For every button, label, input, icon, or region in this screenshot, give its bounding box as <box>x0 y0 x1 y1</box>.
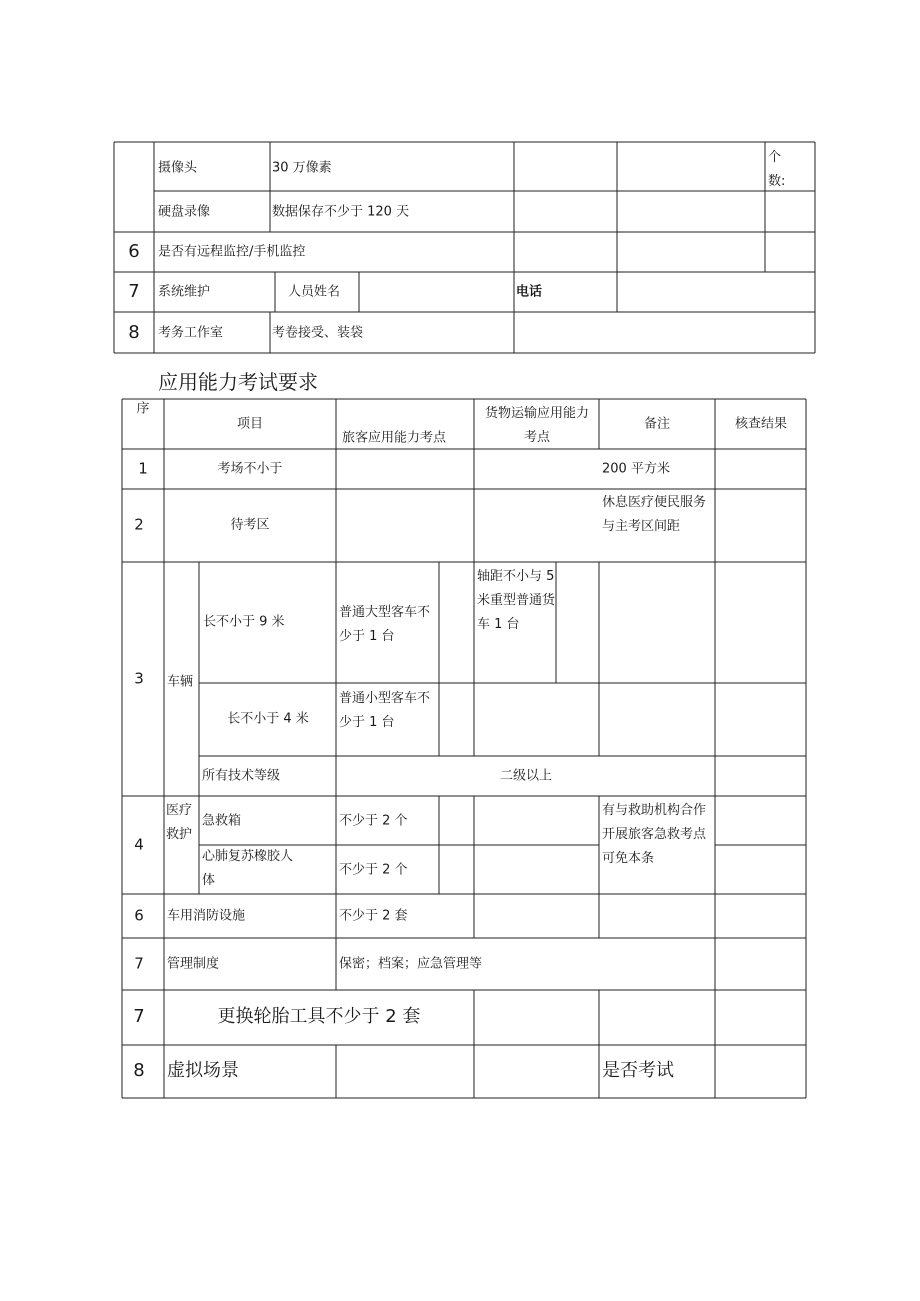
row-number: 6 <box>128 241 140 262</box>
row-number: 8 <box>133 1060 145 1081</box>
medical-note: 有与救助机构合作开展旅客急救考点可免本条 <box>602 803 707 866</box>
maintenance-label: 系统维护 <box>158 284 211 300</box>
waiting-area-label: 待考区 <box>230 517 270 533</box>
management-rules-value: 保密；档案；应急管理等 <box>339 956 483 972</box>
header-passenger: 旅客应用能力考点 <box>341 430 447 446</box>
first-aid-kit-label: 急救箱 <box>202 813 242 829</box>
row-number: 3 <box>134 669 144 688</box>
row-number: 1 <box>138 459 148 478</box>
virtual-scene-label: 虚拟场景 <box>167 1060 239 1081</box>
row-number: 8 <box>128 322 140 343</box>
vehicle-group-label: 车辆 <box>166 674 194 690</box>
camera-value: 30 万像素 <box>272 160 332 176</box>
length-9m-label: 长不小于 9 米 <box>203 614 285 630</box>
first-aid-kit-value: 不少于 2 个 <box>339 813 408 829</box>
staff-name-label: 人员姓名 <box>288 284 341 300</box>
large-bus-requirement: 普通大型客车不少于 1 台 <box>339 605 431 644</box>
count-label: 个 数: <box>768 150 786 189</box>
header-note: 备注 <box>643 416 671 432</box>
tech-level-value: 二级以上 <box>499 768 553 784</box>
camera-label: 摄像头 <box>158 160 198 176</box>
exam-room-label: 考场不小于 <box>217 461 283 477</box>
header-no: 序 <box>136 401 150 417</box>
hdd-value: 数据保存不少于 120 天 <box>272 204 410 220</box>
heavy-truck-requirement: 轴距不小与 5 米重型普通货车 1 台 <box>477 569 556 632</box>
remote-monitor-label: 是否有远程监控/手机监控 <box>158 244 306 260</box>
management-rules-label: 管理制度 <box>167 956 220 972</box>
phone-label: 电话 <box>516 284 543 300</box>
exam-room-area: 200 平方米 <box>602 461 670 477</box>
tech-level-label: 所有技术等级 <box>202 768 281 784</box>
row-number: 6 <box>134 906 144 925</box>
cpr-dummy-label: 心肺复苏橡胶人体 <box>202 849 294 888</box>
cpr-dummy-value: 不少于 2 个 <box>339 862 408 878</box>
header-result: 核查结果 <box>734 416 788 432</box>
waiting-area-note: 休息医疗便民服务与主考区间距 <box>602 495 707 534</box>
fire-equipment-value: 不少于 2 套 <box>339 908 408 924</box>
row-number: 4 <box>134 835 144 854</box>
row-number: 7 <box>128 281 140 302</box>
exam-office-value: 考卷接受、装袋 <box>272 325 364 341</box>
row-number: 2 <box>134 515 144 534</box>
virtual-scene-note: 是否考试 <box>602 1060 674 1081</box>
header-item: 项目 <box>236 416 264 432</box>
medical-group-label: 医疗救护 <box>166 803 193 842</box>
fire-equipment-label: 车用消防设施 <box>167 908 246 924</box>
hdd-label: 硬盘录像 <box>158 204 211 220</box>
header-cargo: 货物运输应用能力考点 <box>484 406 589 445</box>
exam-office-label: 考务工作室 <box>158 325 224 341</box>
row-number: 7 <box>134 954 144 973</box>
section-title: 应用能力考试要求 <box>158 370 318 394</box>
tire-tools-label: 更换轮胎工具不少于 2 套 <box>217 1006 421 1027</box>
small-car-requirement: 普通小型客车不少于 1 台 <box>339 691 431 730</box>
length-4m-label: 长不小于 4 米 <box>227 711 309 727</box>
row-number: 7 <box>133 1006 145 1027</box>
